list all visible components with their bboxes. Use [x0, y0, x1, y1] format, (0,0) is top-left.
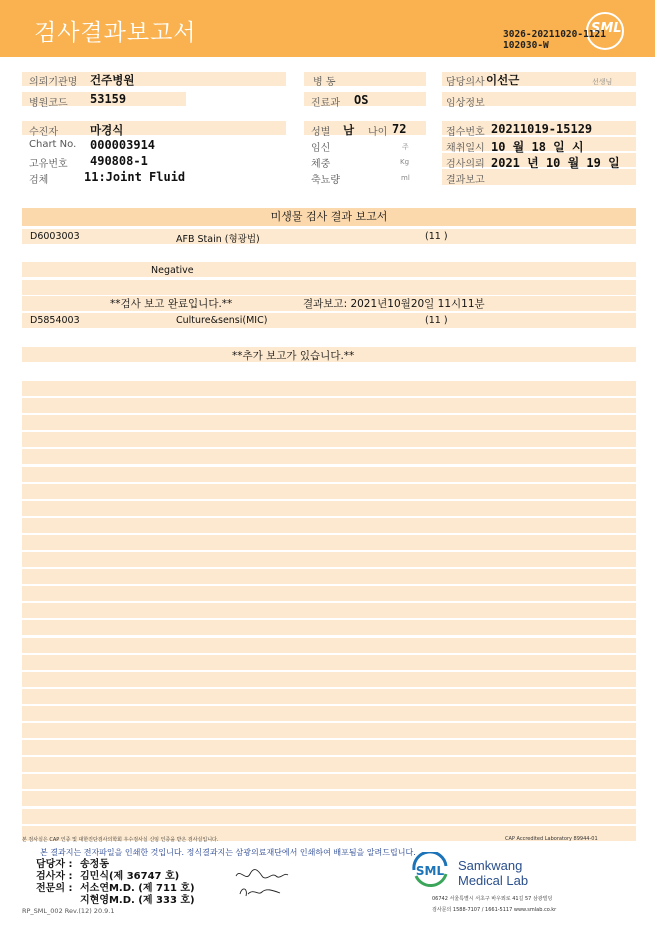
- receiver-label: 수진자: [29, 127, 58, 138]
- report-id-line1: 3026-20211020-1121: [503, 29, 606, 40]
- reported-label: 결과보고: [446, 175, 485, 186]
- weight-label: 체중: [311, 159, 331, 170]
- sml-logo-mark: SML: [415, 864, 445, 878]
- specimen-value: 11:Joint Fluid: [84, 170, 186, 184]
- test1-spec: (11 ): [425, 231, 448, 242]
- footer-notice: 본 결과지는 전자파일을 인쇄한 것입니다. 정식결과지는 삼광의료재단에서 인쇄하여 배포됨을 알려드립니다.: [40, 848, 416, 857]
- sex-value: 남: [343, 123, 355, 137]
- doctor-label: 담당의사: [446, 77, 485, 88]
- result-row: [22, 280, 636, 295]
- sml-lab-logo: [410, 852, 450, 892]
- pregnancy-unit: 주: [402, 143, 409, 151]
- test2-spec: (11 ): [425, 315, 448, 326]
- report-title: 검사결과보고서: [34, 20, 197, 46]
- receiver-value: 마경식: [90, 123, 124, 137]
- lab-name-line1: Samkwang: [458, 858, 523, 873]
- sex-label: 성별: [311, 127, 331, 138]
- weight-unit: Kg: [400, 158, 410, 166]
- report-id-line2: 102030-W: [503, 40, 549, 51]
- sml-logo-icon: [410, 852, 450, 888]
- hospital-label: 의뢰기관명: [29, 77, 78, 88]
- section-title: 미생물 검사 결과 보고서: [22, 208, 636, 226]
- result-row: [22, 449, 636, 464]
- result-row: [22, 569, 636, 584]
- result-row: [22, 689, 636, 704]
- chart-value: 000003914: [90, 138, 156, 152]
- signature-image: [232, 866, 292, 900]
- hospital-value: 건주병원: [90, 73, 135, 87]
- header-logo-text: SML: [591, 21, 622, 36]
- complete-message: **검사 보고 완료입니다.**: [110, 298, 233, 310]
- chart-label: Chart No.: [29, 139, 77, 150]
- accreditation-left: 본 검사실은 CAP 인증 및 대한진단검사의학회 우수검사실 신임 인증을 받은 검사실입니다.: [22, 837, 219, 843]
- result-row: [22, 381, 636, 396]
- result-row: [22, 706, 636, 721]
- test1-result: Negative: [151, 265, 194, 276]
- result-row: [22, 603, 636, 618]
- collected-label: 채취일시: [446, 143, 485, 154]
- tester-value: 김민식(제 36747 호): [80, 871, 180, 882]
- result-row: [22, 313, 636, 328]
- doctor-value: 이선근: [486, 73, 520, 87]
- result-row: [22, 620, 636, 635]
- specialist2-value: 지현영M.D. (제 333 호): [80, 895, 195, 906]
- dept-label: 진료과: [311, 98, 340, 109]
- additional-message: **추가 보고가 있습니다.**: [232, 350, 355, 362]
- ward-label: 병 동: [313, 77, 336, 88]
- result-row: [22, 723, 636, 738]
- urine-unit: ml: [401, 174, 410, 182]
- specimen-label: 검체: [29, 175, 49, 186]
- test1-name: AFB Stain (형광법): [176, 234, 260, 245]
- result-row: [22, 415, 636, 430]
- accreditation-right: CAP Accredited Laboratory 89944-01: [505, 836, 598, 842]
- result-row: [22, 330, 636, 345]
- result-row: [22, 484, 636, 499]
- unique-label: 고유번호: [29, 159, 68, 170]
- result-row: [22, 552, 636, 567]
- result-row: [22, 398, 636, 413]
- result-row: [22, 791, 636, 806]
- urine-label: 축뇨량: [311, 175, 340, 186]
- report-time: 결과보고: 2021년10월20일 11시11분: [303, 298, 485, 310]
- result-row: [22, 655, 636, 670]
- tester-label: 검사자 :: [36, 871, 73, 882]
- result-row: [22, 638, 636, 653]
- form-code: RP_SML_002 Rev.(12) 20.9.1: [22, 907, 115, 915]
- result-row: [22, 501, 636, 516]
- result-row: [22, 467, 636, 482]
- lab-name: [458, 858, 528, 888]
- manager-label: 담당자 :: [36, 859, 73, 870]
- test2-name: Culture&sensi(MIC): [176, 315, 268, 326]
- collected-value: 10 월 18 일 시: [491, 140, 584, 154]
- requested-value: 2021 년 10 월 19 일: [491, 156, 620, 170]
- test1-code: D6003003: [30, 231, 80, 242]
- hospital-code-value: 53159: [90, 92, 127, 106]
- doctor-suffix: 선생님: [592, 78, 613, 86]
- accession-value: 20211019-15129: [491, 122, 593, 136]
- result-row: [22, 740, 636, 755]
- result-row: [22, 518, 636, 533]
- age-label: 나이: [368, 127, 388, 138]
- result-row: [22, 262, 636, 277]
- result-row: [22, 586, 636, 601]
- test2-code: D5854003: [30, 315, 80, 326]
- result-row: [22, 245, 636, 260]
- report-header: [0, 0, 655, 57]
- pregnancy-label: 임신: [311, 143, 331, 154]
- result-row: [22, 535, 636, 550]
- dept-value: OS: [354, 93, 369, 107]
- requested-label: 검사의뢰: [446, 159, 485, 170]
- clinical-label: 임상정보: [446, 98, 485, 109]
- result-row: [22, 229, 636, 244]
- unique-value: 490808-1: [90, 154, 148, 168]
- accession-label: 접수번호: [446, 127, 485, 138]
- specialist-label: 전문의 :: [36, 883, 73, 894]
- hospital-code-label: 병원코드: [29, 98, 68, 109]
- lab-name-line2: Medical Lab: [458, 873, 529, 888]
- manager-value: 송정동: [80, 859, 109, 870]
- specialist1-value: 서소연M.D. (제 711 호): [80, 883, 195, 894]
- band-receiver: [22, 121, 286, 135]
- result-row: [22, 774, 636, 789]
- report-id: [503, 29, 606, 51]
- age-value: 72: [392, 122, 407, 136]
- result-row: [22, 672, 636, 687]
- result-row: [22, 757, 636, 772]
- lab-contact: 검사문의 1588-7107 / 1661-5117 www.smlab.co.kr: [432, 907, 557, 913]
- lab-address: 06742 서울특별시 서초구 바우뫼로 41길 57 삼광빌딩: [432, 896, 553, 902]
- result-row: [22, 432, 636, 447]
- result-row: [22, 809, 636, 824]
